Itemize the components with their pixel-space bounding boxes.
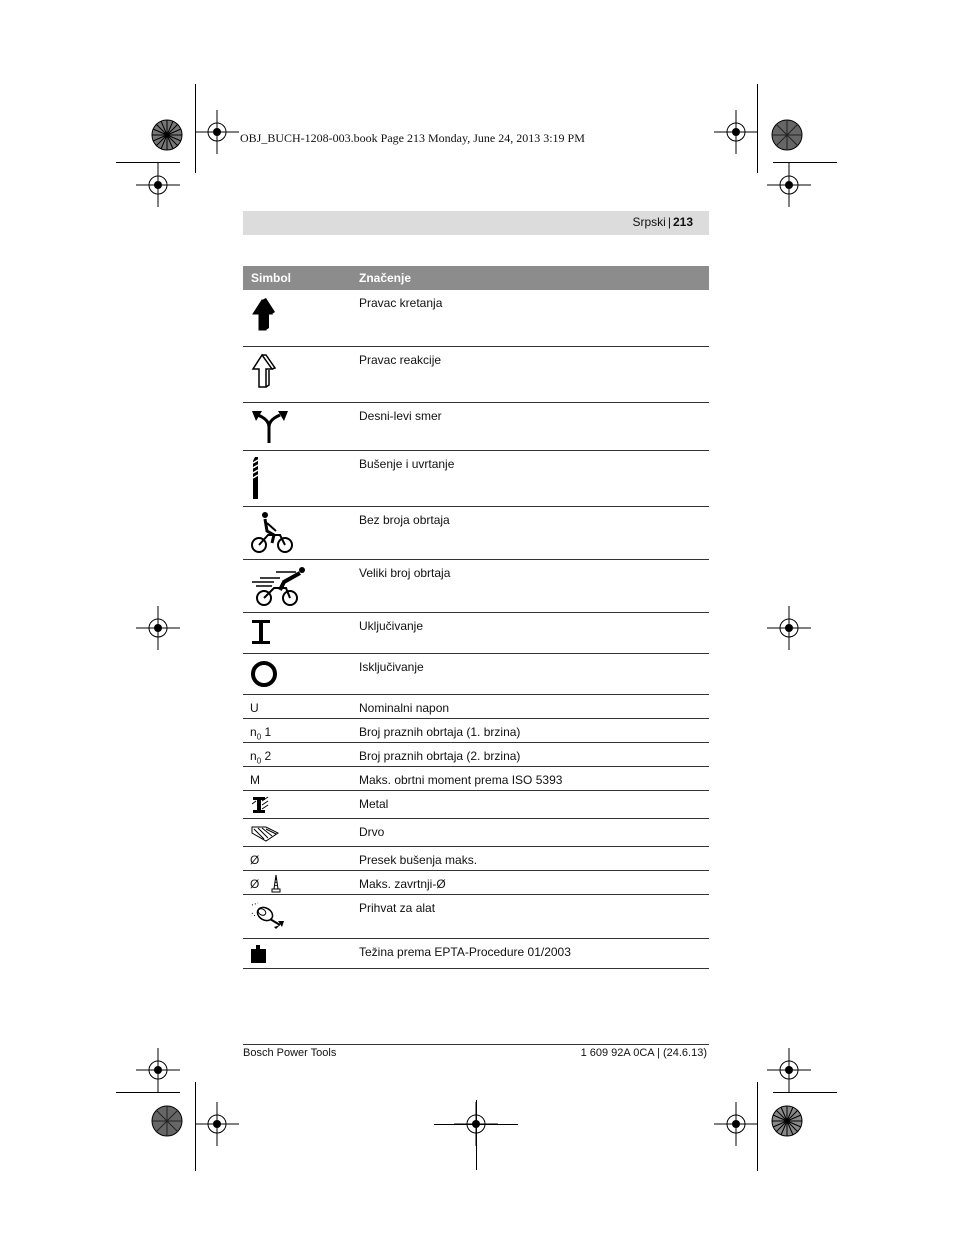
column-header-symbol: Simbol [243,266,351,290]
meaning-cell: Bušenje i uvrtanje [351,450,709,506]
header-separator: | [667,215,671,229]
rotation-direction-icon [250,407,290,445]
table-row [243,653,709,694]
symbol-cell [243,290,351,346]
table-row [243,506,709,559]
arrow-direction-of-reaction-icon [250,351,280,391]
table-row [243,559,709,612]
header-language: Srpski [632,215,666,229]
symbol-n: n [250,748,257,763]
symbol-cell [243,894,351,938]
registration-mark-icon [195,1102,239,1146]
symbol-cell [243,870,351,894]
symbol-cell [243,790,351,818]
symbol-cell [243,718,351,742]
column-header-meaning: Značenje [351,266,709,290]
symbol-cell: Ø [243,846,351,870]
power-on-icon [250,617,274,647]
metal-icon [250,795,270,815]
header-text [633,215,694,229]
registration-mark-icon [767,606,811,650]
table-row [243,612,709,653]
diameter-symbol: Ø [250,876,260,891]
footer-divider [243,1044,709,1045]
starburst-mark-icon [151,1105,183,1137]
cyclist-fast-icon [250,564,310,608]
symbol-suffix: 2 [261,748,272,763]
meaning-cell: Težina prema EPTA-Procedure 01/2003 [351,938,709,968]
symbol-cell [243,450,351,506]
symbol-cell: M [243,766,351,790]
footer-doc-number: 1 609 92A 0CA | (24.6.13) [580,1047,707,1059]
symbol-cell [243,742,351,766]
tool-holder-icon [250,899,290,933]
registration-mark-icon [195,110,239,154]
meaning-cell: Maks. zavrtnji-Ø [351,870,709,894]
table-row [243,694,709,718]
meaning-cell: Bez broja obrtaja [351,506,709,559]
starburst-mark-icon [771,1105,803,1137]
meaning-cell: Drvo [351,818,709,846]
table-row [243,846,709,870]
table-row [243,290,709,346]
meaning-cell: Metal [351,790,709,818]
symbol-cell [243,818,351,846]
print-info: OBJ_BUCH-1208-003.book Page 213 Monday, June 24, 2013 3:19 PM [240,131,585,145]
table-row [243,346,709,402]
symbol-cell [243,402,351,450]
table-header-row [243,266,709,290]
symbol-cell [243,506,351,559]
crop-mark [773,1092,837,1093]
table-row [243,790,709,818]
table-row [243,818,709,846]
table-row [243,718,709,742]
page-number: 213 [672,215,693,229]
starburst-mark-icon [771,119,803,151]
meaning-cell: Pravac reakcije [351,346,709,402]
symbol-cell [243,612,351,653]
meaning-cell: Maks. obrtni moment prema ISO 5393 [351,766,709,790]
cyclist-slow-icon [250,511,294,555]
meaning-cell: Prihvat za alat [351,894,709,938]
registration-mark-icon [714,110,758,154]
symbol-subscript: 0 [256,755,262,765]
power-off-icon [250,658,280,690]
registration-mark-icon [714,1102,758,1146]
symbol-table [243,266,709,969]
symbol-cell: U [243,694,351,718]
table-row [243,766,709,790]
table-row [243,742,709,766]
footer-publisher: Bosch Power Tools [243,1047,337,1059]
meaning-cell: Presek bušenja maks. [351,846,709,870]
symbol-cell [243,559,351,612]
registration-mark-icon [767,1048,811,1092]
symbol-subscript: 0 [256,731,262,741]
registration-mark-icon [767,163,811,207]
table-row [243,870,709,894]
meaning-cell: Nominalni napon [351,694,709,718]
symbol-cell [243,653,351,694]
wood-icon [250,823,280,843]
symbol-cell [243,938,351,968]
table-row [243,450,709,506]
meaning-cell: Pravac kretanja [351,290,709,346]
meaning-cell: Isključivanje [351,653,709,694]
table-row [243,402,709,450]
meaning-cell: Uključivanje [351,612,709,653]
crop-mark [476,1100,477,1170]
starburst-mark-icon [151,119,183,151]
symbol-suffix: 1 [261,724,272,739]
weight-icon [250,943,270,965]
symbol-cell [243,346,351,402]
drill-bit-icon [250,455,266,501]
meaning-cell: Veliki broj obrtaja [351,559,709,612]
registration-mark-icon [136,1048,180,1092]
meaning-cell: Broj praznih obrtaja (2. brzina) [351,742,709,766]
page-header [243,211,709,235]
registration-mark-icon [136,606,180,650]
meaning-cell: Desni-levi smer [351,402,709,450]
table-row [243,894,709,938]
arrow-direction-of-movement-icon [250,294,280,334]
screw-icon [270,873,282,893]
meaning-cell: Broj praznih obrtaja (1. brzina) [351,718,709,742]
table-row [243,938,709,968]
registration-mark-icon [136,163,180,207]
symbol-n: n [250,724,257,739]
crop-mark [116,1092,180,1093]
